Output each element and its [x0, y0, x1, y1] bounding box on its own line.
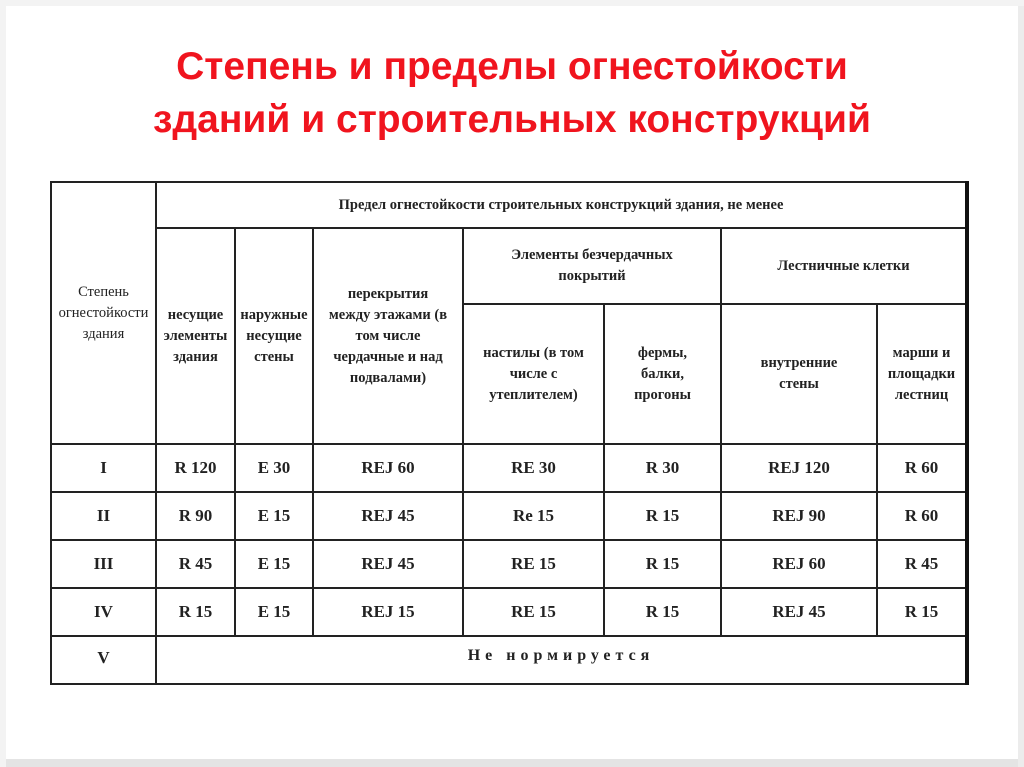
floors-cell: REJ 60	[313, 444, 463, 492]
outer-walls-cell: E 30	[235, 444, 313, 492]
fire-resistance-table	[50, 181, 969, 685]
table-row	[51, 540, 967, 588]
stair-walls-cell: REJ 60	[721, 540, 877, 588]
roof-trusses-cell: R 30	[604, 444, 721, 492]
outer-walls-cell: E 15	[235, 588, 313, 636]
bearing-cell: R 15	[156, 588, 235, 636]
stair-walls-cell: REJ 120	[721, 444, 877, 492]
table-row	[51, 588, 967, 636]
degree-cell: III	[51, 540, 156, 588]
header-limit: Предел огнестойкости строительных конструкций здания, не менее	[156, 182, 967, 228]
roof-decks-cell: RE 15	[463, 588, 604, 636]
header-outer-walls: наружные несущие стены	[235, 228, 313, 444]
stair-flights-cell: R 15	[877, 588, 967, 636]
floors-cell: REJ 45	[313, 492, 463, 540]
table-row	[51, 444, 967, 492]
bearing-cell: R 90	[156, 492, 235, 540]
header-stair-walls: внутренние стены	[721, 304, 877, 444]
header-degree: Степень огнестойкости здания	[51, 182, 156, 444]
roof-decks-cell: Re 15	[463, 492, 604, 540]
degree-cell: V	[51, 636, 156, 684]
bearing-cell: R 45	[156, 540, 235, 588]
roof-trusses-cell: R 15	[604, 540, 721, 588]
not-regulated-cell	[156, 636, 967, 684]
table-row	[51, 636, 967, 684]
roof-trusses-cell: R 15	[604, 588, 721, 636]
roof-decks-cell: RE 30	[463, 444, 604, 492]
roof-trusses-cell: R 15	[604, 492, 721, 540]
stair-flights-cell: R 60	[877, 492, 967, 540]
roof-decks-cell: RE 15	[463, 540, 604, 588]
stair-walls-cell: REJ 90	[721, 492, 877, 540]
title-line-1: Степень и пределы огнестойкости	[176, 45, 848, 88]
stair-flights-cell: R 45	[877, 540, 967, 588]
outer-walls-cell: E 15	[235, 540, 313, 588]
outer-walls-cell: E 15	[235, 492, 313, 540]
header-stair-group: Лестничные клетки	[721, 228, 967, 304]
not-regulated-text: Не нормируется	[467, 647, 655, 664]
header-bearing: несущие элементы здания	[156, 228, 235, 444]
header-roof-group: Элементы безчердачных покрытий	[463, 228, 721, 304]
stair-flights-cell: R 60	[877, 444, 967, 492]
stair-walls-cell: REJ 45	[721, 588, 877, 636]
degree-cell: I	[51, 444, 156, 492]
slide-title	[0, 40, 1024, 146]
bearing-cell: R 120	[156, 444, 235, 492]
header-roof-trusses: фермы, балки, прогоны	[604, 304, 721, 444]
floors-cell: REJ 15	[313, 588, 463, 636]
floors-cell: REJ 45	[313, 540, 463, 588]
title-line-2: зданий и строительных конструкций	[153, 98, 871, 141]
header-stair-flights: марши и площадки лестниц	[877, 304, 967, 444]
degree-cell: IV	[51, 588, 156, 636]
header-floors: перекрытия между этажами (в том числе чердачные и над подвалами)	[313, 228, 463, 444]
degree-cell: II	[51, 492, 156, 540]
table-row	[51, 492, 967, 540]
header-roof-decks: настилы (в том числе с утеплителем)	[463, 304, 604, 444]
